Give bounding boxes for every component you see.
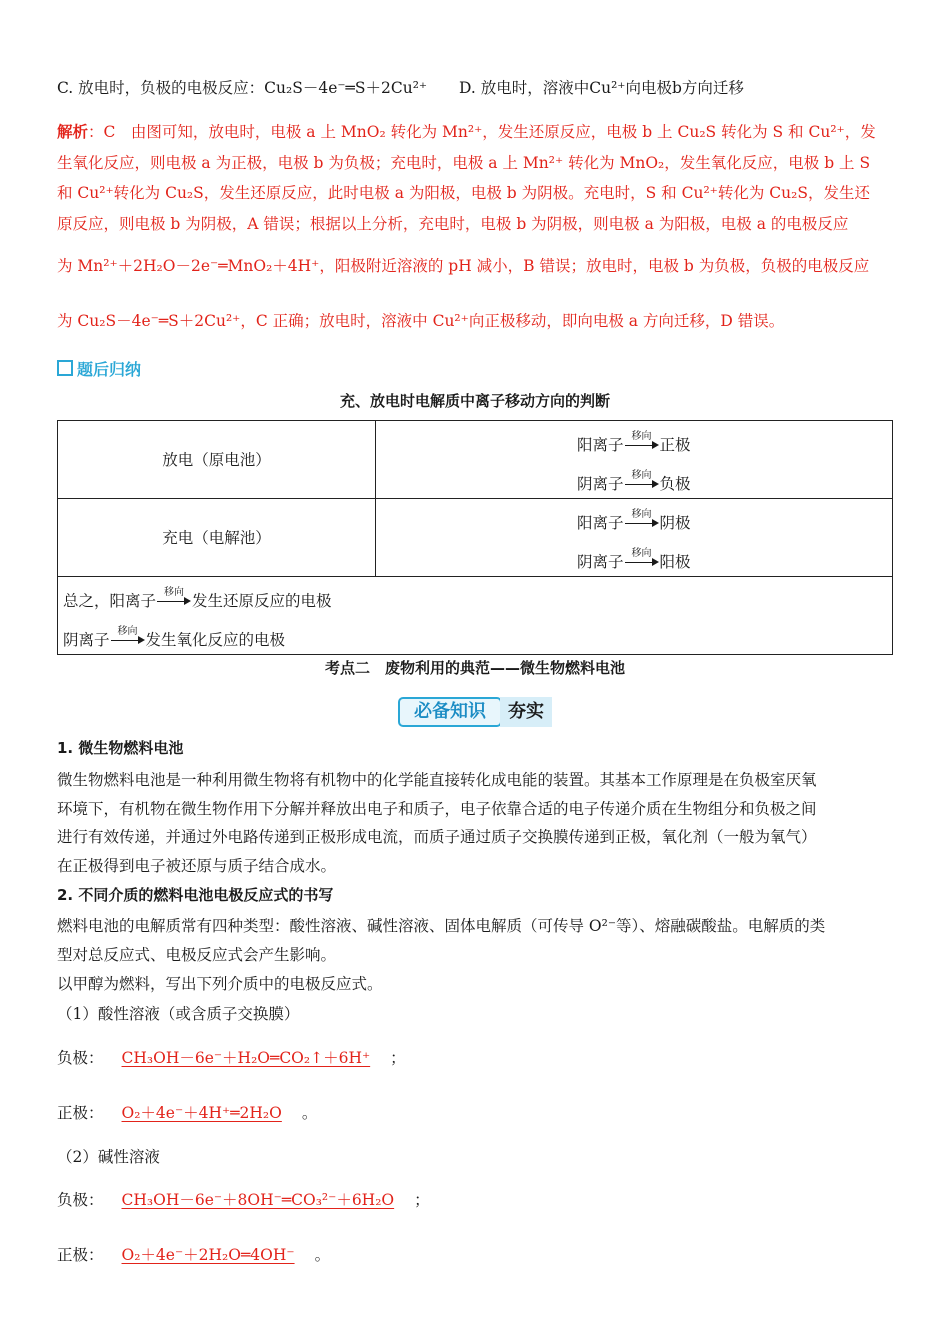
electrode-label: 负极 [659,475,691,493]
anion-label: 阴离子 [577,475,624,493]
analysis-line-5: 为 Mn²⁺＋2H₂O－2e⁻═MnO₂＋4H⁺，阳极附近溶液的 pH 减小，B 错误；放电时，电极 b 为负极，负极的电极反应 [57,257,870,275]
base-positive-equation: O₂＋4e⁻＋2H₂O═4OH⁻ [121,1246,295,1264]
electrode-label: 阳极 [659,553,691,571]
section-badge-side: 夯实 [500,697,552,727]
s2-paragraph-line-2: 型对总反应式、电极反应式会产生影响。 [57,946,337,964]
base-negative-equation: CH₃OH－6e⁻＋8OH⁻═CO₃²⁻＋6H₂O [121,1191,395,1209]
s1-heading: 1. 微生物燃料电池 [57,739,184,757]
analysis-line-2: 生氧化反应，则电极 a 为正极，电极 b 为负极；充电时，电极 a 上 Mn²⁺ 转化为 MnO₂，发生氧化反应，电极 b 上 S [57,154,871,172]
table-row-charge-anion [577,550,691,572]
summary-heading [57,357,141,380]
arrow-right-icon: 移向 [625,517,659,531]
s2-paragraph-line-3: 以甲醇为燃料，写出下列介质中的电极反应式。 [57,975,383,993]
analysis-text-1: ：C 由图可知，放电时，电极 a 上 MnO₂ 转化为 Mn²⁺，发生还原反应，电极 b 上 Cu₂S 转化为 S 和 Cu²⁺，发 [88,123,876,141]
punctuation: 。 [314,1246,331,1264]
s1-paragraph-line-3: 进行有效传递，并通过外电路传递到正极形成电流，而质子通过质子交换膜传递到正极，氧化剂（一般为氧气） [57,828,817,846]
table-summary-cation [63,589,332,611]
acid-positive-equation: O₂＋4e⁻＋4H⁺═2H₂O [121,1104,282,1122]
negative-electrode-label: 负极： [57,1191,104,1209]
cation-label: 阳离子 [577,514,624,532]
analysis-line-3: 和 Cu²⁺转化为 Cu₂S，发生还原反应，此时电极 a 为阳极，电极 b 为阴极。充电时，S 和 Cu²⁺转化为 Cu₂S，发生还 [57,184,870,202]
s2-heading: 2. 不同介质的燃料电池电极反应式的书写 [57,886,334,904]
table-summary-anion [63,628,285,650]
table-row-charge-cation [577,511,691,533]
summary-cation-target: 发生还原反应的电极 [192,592,332,610]
arrow-right-icon: 移向 [111,634,145,648]
punctuation: 。 [301,1104,318,1122]
table-cell-charge: 充电（电解池） [162,529,271,547]
table-row-divider-1 [58,498,892,499]
analysis-line-4: 原反应，则电极 b 为阴极，A 错误；根据以上分析，充电时，电极 b 为阴极，则电极 a 为阳极，电极 a 的电极反应 [57,215,849,233]
table-row-discharge-anion [577,472,691,494]
electrode-label: 阴极 [659,514,691,532]
option-d: D. 放电时，溶液中Cu²⁺向电极b方向迁移 [459,79,744,97]
s2-paragraph-line-1: 燃料电池的电解质常有四种类型：酸性溶液、碱性溶液、固体电解质（可传导 O²⁻等）、熔融碳酸盐。电解质的类 [57,917,826,935]
summary-anion-target: 发生氧化反应的电极 [145,631,286,649]
ion-migration-table [57,420,893,655]
base-negative-electrode [57,1188,430,1210]
punctuation: ； [390,1049,406,1067]
table-cell-discharge: 放电（原电池） [162,451,271,469]
cation-label: 阳离子 [577,436,624,454]
table-row-discharge-cation [577,433,691,455]
base-medium-label: （2）碱性溶液 [57,1148,160,1166]
arrow-right-icon: 移向 [625,439,659,453]
acid-medium-label: （1）酸性溶液（或含质子交换膜） [57,1005,300,1023]
electrode-label: 正极 [659,436,691,454]
acid-positive-electrode [57,1101,317,1123]
punctuation: ； [414,1191,430,1209]
acid-negative-electrode [57,1046,406,1068]
arrow-right-icon: 移向 [625,478,659,492]
option-c-prefix: C. 放电时，负极的电极反应： [57,79,265,97]
negative-electrode-label: 负极： [57,1049,104,1067]
analysis-label: 解析 [57,123,89,141]
table-title: 充、放电时电解质中离子移动方向的判断 [339,392,610,410]
s1-paragraph-line-2: 环境下，有机物在微生物作用下分解并释放出电子和质子，电子依靠合适的电子传递介质在生物组分和负极之间 [57,800,817,818]
s1-paragraph-line-1: 微生物燃料电池是一种利用微生物将有机物中的化学能直接转化成电能的装置。其基本工作原理是在负极室厌氧 [57,771,817,789]
option-c [57,76,427,98]
s1-paragraph-line-4: 在正极得到电子被还原与质子结合成水。 [57,857,337,875]
summary-heading-text: 题后归纳 [77,360,142,379]
section-badge: 必备知识 [398,697,502,727]
acid-negative-equation: CH₃OH－6e⁻＋H₂O═CO₂↑＋6H⁺ [121,1049,371,1067]
section-title: 考点二 废物利用的典范——微生物燃料电池 [324,659,625,677]
positive-electrode-label: 正极： [57,1104,104,1122]
table-row-divider-2 [58,576,892,577]
analysis-line-6: 为 Cu₂S－4e⁻═S＋2Cu²⁺，C 正确；放电时，溶液中 Cu²⁺向正极移动，即向电极 a 方向迁移，D 错误。 [57,312,785,330]
checkbox-icon [57,360,73,376]
arrow-right-icon: 移向 [157,595,191,609]
option-c-equation: Cu₂S－4e⁻═S＋2Cu²⁺ [264,79,428,97]
summary-anion-label: 阴离子 [63,631,110,649]
positive-electrode-label: 正极： [57,1246,104,1264]
anion-label: 阴离子 [577,553,624,571]
arrow-right-icon: 移向 [625,556,659,570]
summary-cation-label: 总之，阳离子 [63,592,157,610]
analysis-line-1 [57,120,876,142]
base-positive-electrode [57,1243,330,1265]
